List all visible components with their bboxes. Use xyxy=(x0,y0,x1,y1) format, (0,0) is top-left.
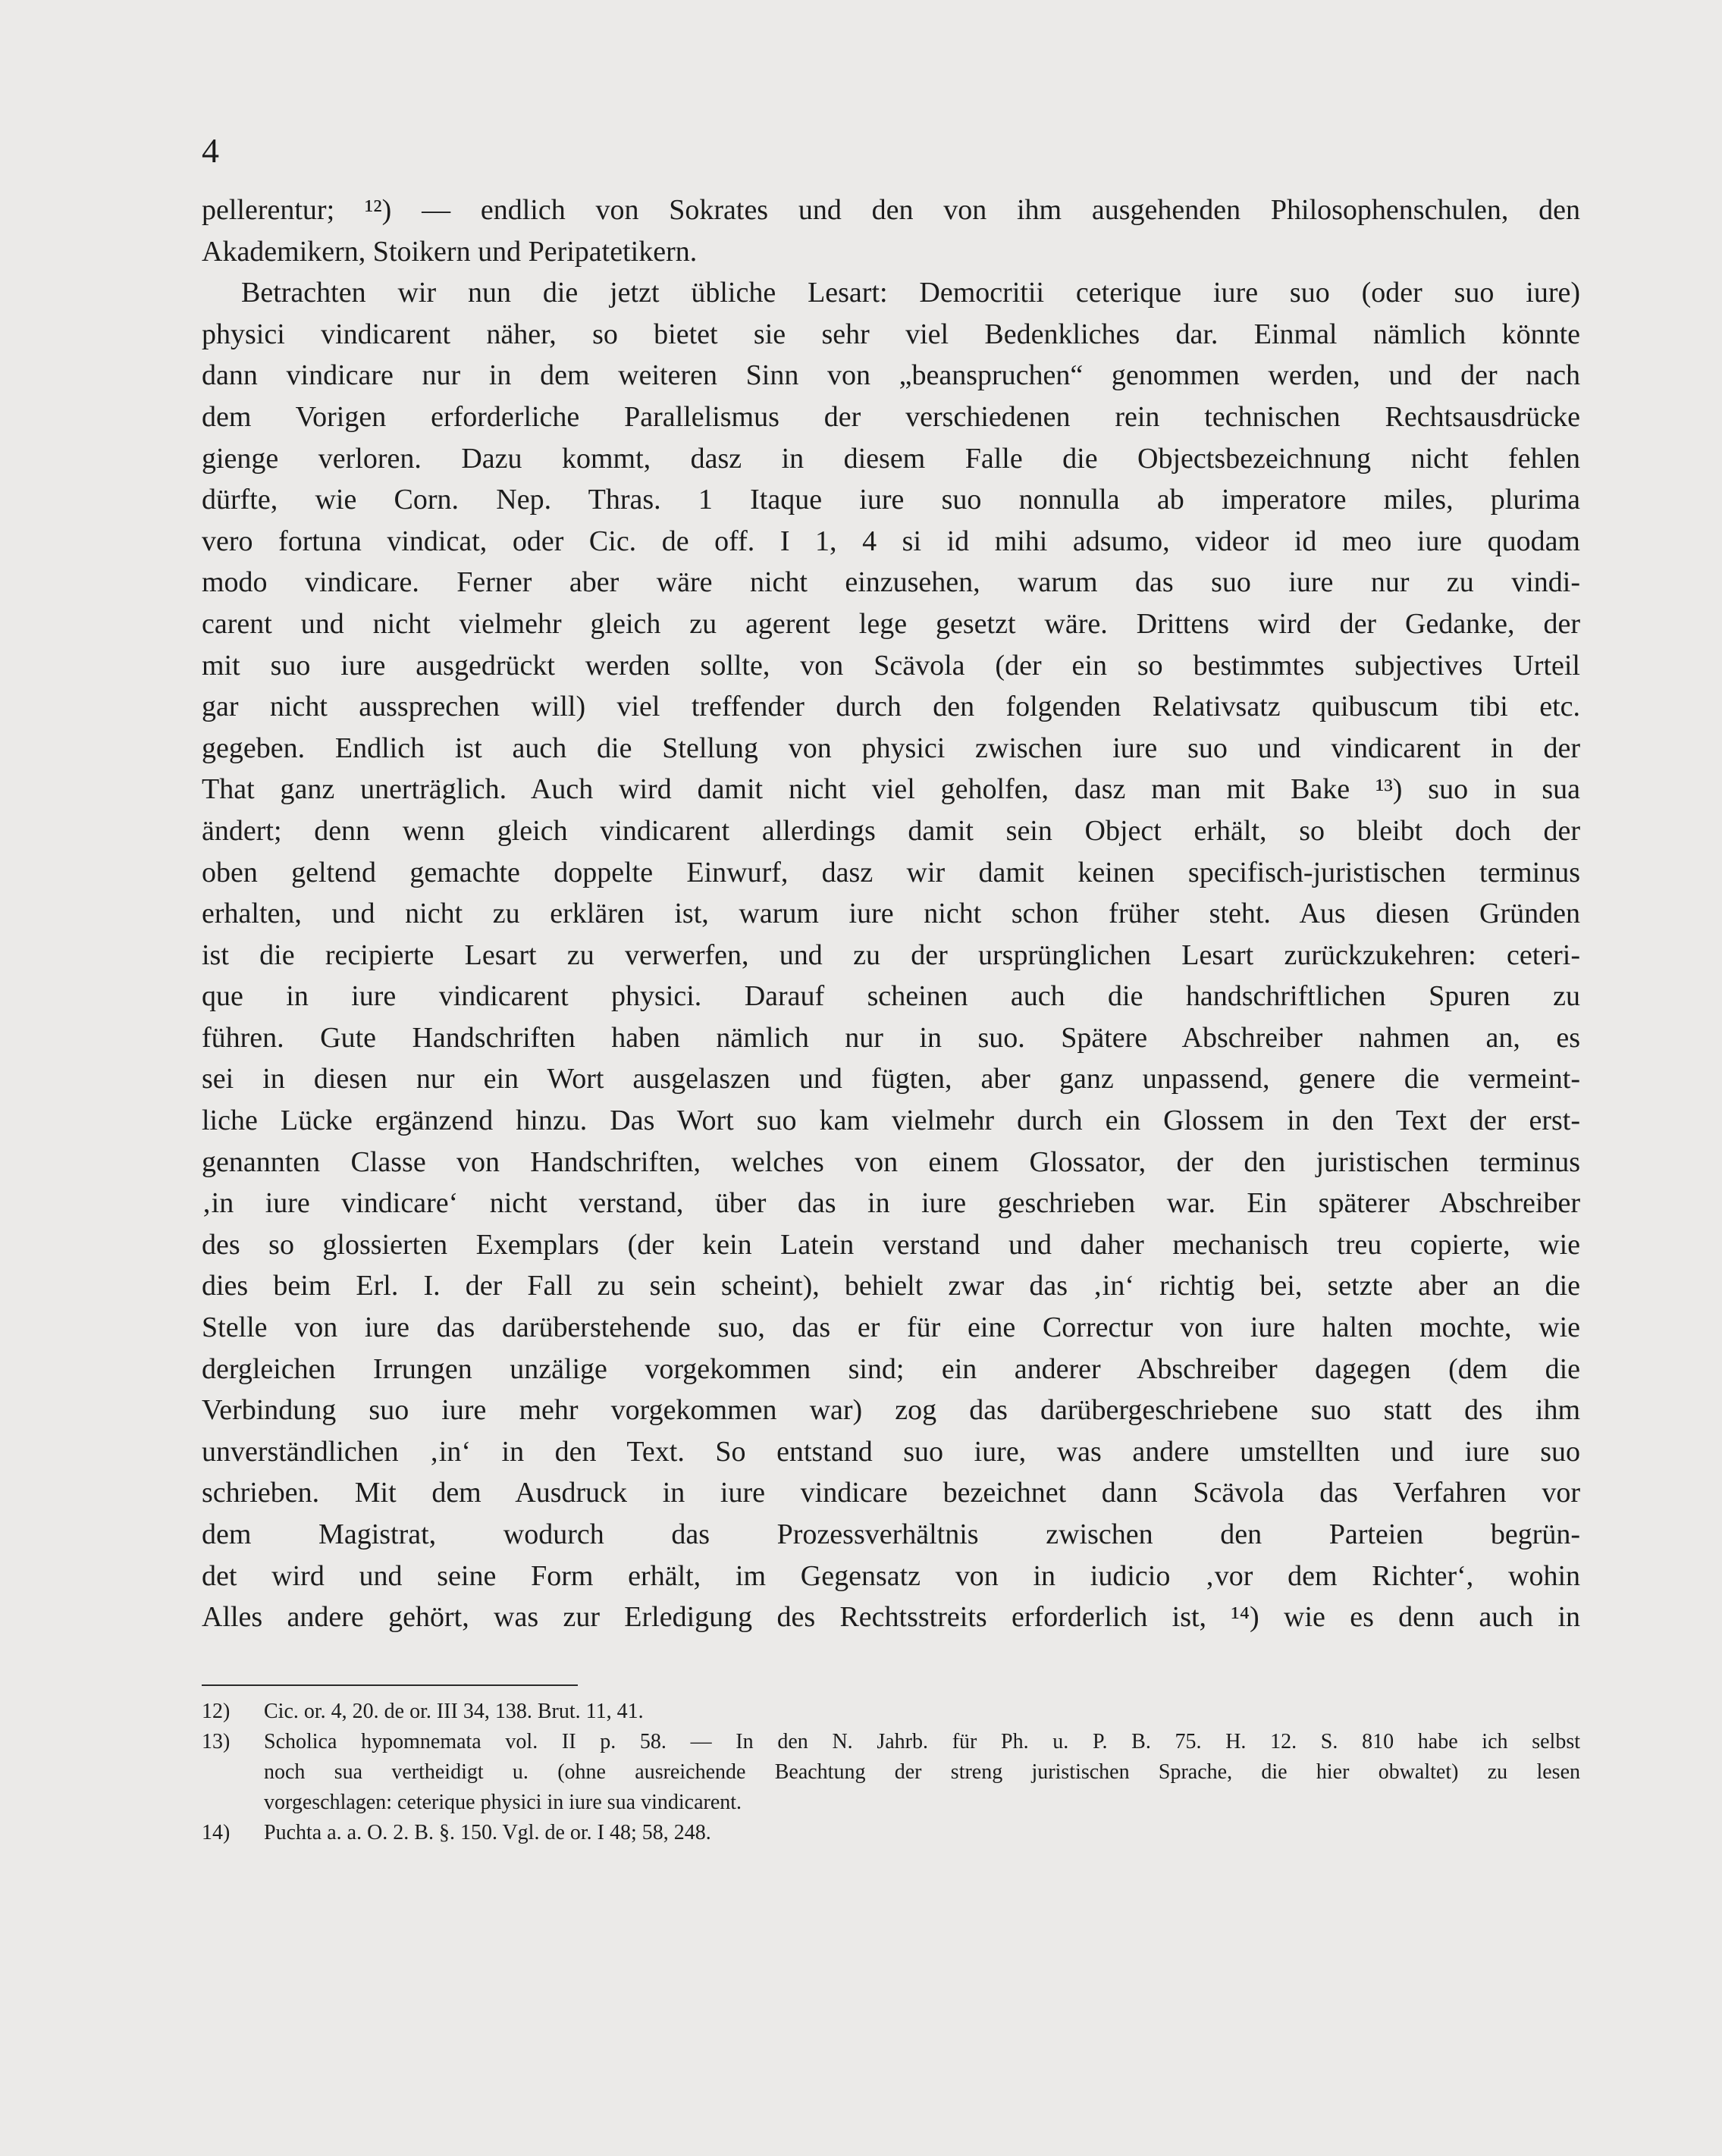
text-line: oben geltend gemachte doppelte Einwurf, dasz wir damit keinen specifisch-juristischen terminus xyxy=(202,856,1580,888)
text-line: pellerentur; ¹²) — endlich von Sokrates und den von ihm ausgehenden Philosophenschulen, den xyxy=(202,194,1580,226)
text-line: mit suo iure ausgedrückt werden sollte, von Scävola (der ein so bestimmtes subjectives Urteil xyxy=(202,649,1580,682)
text-line: sei in diesen nur ein Wort ausgelaszen und fügten, aber ganz unpassend, genere die vermeint- xyxy=(202,1063,1580,1095)
body-text xyxy=(202,190,1580,1638)
text-line: dürfte, wie Corn. Nep. Thras. 1 Itaque iure suo nonnulla ab imperatore miles, plurima xyxy=(202,484,1580,516)
text-line: gar nicht aussprechen will) viel treffender durch den folgenden Relativsatz quibuscum tibi etc. xyxy=(202,691,1580,723)
text-line: dem Magistrat, wodurch das Prozessverhältnis zwischen den Parteien begrün- xyxy=(202,1518,1580,1550)
text-line: genannten Classe von Handschriften, welches von einem Glossator, der den juristischen terminus xyxy=(202,1145,1580,1178)
footnote-divider xyxy=(202,1684,578,1686)
footnote-number: 13) xyxy=(202,1730,231,1753)
text-line: physici vindicarent näher, so bietet sie sehr viel Bedenkliches dar. Einmal nämlich könnte xyxy=(202,318,1580,350)
text-line: vero fortuna vindicat, oder Cic. de off. I 1, 4 si id mihi adsumo, videor id meo iure quodam xyxy=(202,525,1580,557)
text-line: dergleichen Irrungen unzälige vorgekommen sind; ein anderer Abschreiber dagegen (dem die xyxy=(202,1352,1580,1385)
footnote-text: Cic. or. 4, 20. de or. III 34, 138. Brut. 11, 41. xyxy=(264,1700,644,1723)
footnote-12 xyxy=(202,1697,1580,1727)
text-line: Akademikern, Stoikern und Peripatetikern. xyxy=(202,235,698,268)
text-line: ist die recipierte Lesart zu verwerfen, und zu der ursprünglichen Lesart zurückzukehren: ceteri- xyxy=(202,939,1580,971)
text-line: ‚in iure vindicare‘ nicht verstand, über das in iure geschrieben war. Ein späterer Abschreiber xyxy=(202,1187,1580,1220)
text-line: det wird und seine Form erhält, im Gegensatz von in iudicio ‚vor dem Richter‘, wohin xyxy=(202,1559,1580,1592)
text-line: gegeben. Endlich ist auch die Stellung von physici zwischen iure suo und vindicarent in der xyxy=(202,732,1580,764)
text-line: That ganz unerträglich. Auch wird damit nicht viel geholfen, dasz man mit Bake ¹³) suo in sua xyxy=(202,773,1580,806)
text-line: dann vindicare nur in dem weiteren Sinn von „beanspruchen“ genommen werden, und der nach xyxy=(202,359,1580,392)
footnotes xyxy=(202,1697,1580,1848)
text-line: schrieben. Mit dem Ausdruck in iure vindicare bezeichnet dann Scävola das Verfahren vor xyxy=(202,1477,1580,1509)
footnote-14 xyxy=(202,1818,1580,1848)
footnote-13-continued: noch sua vertheidigt u. (ohne ausreichende Beachtung der streng juristischen Sprache, die hier obwaltet) zu lesen xyxy=(264,1760,1580,1784)
text-line: führen. Gute Handschriften haben nämlich nur in suo. Spätere Abschreiber nahmen an, es xyxy=(202,1021,1580,1054)
text-line: ändert; denn wenn gleich vindicarent allerdings damit sein Object erhält, so bleibt doch der xyxy=(202,814,1580,847)
text-line: que in iure vindicarent physici. Darauf scheinen auch die handschriftlichen Spuren zu xyxy=(202,980,1580,1013)
text-line: gienge verloren. Dazu kommt, dasz in diesem Falle die Objectsbezeichnung nicht fehlen xyxy=(202,442,1580,475)
text-line: Betrachten wir nun die jetzt übliche Lesart: Democritii ceterique iure suo (oder suo iure) xyxy=(241,277,1580,309)
text-line: des so glossierten Exemplars (der kein Latein verstand und daher mechanisch treu copierte, wie xyxy=(202,1228,1580,1261)
footnote-13 xyxy=(202,1727,1580,1757)
text-line: Alles andere gehört, was zur Erledigung des Rechtsstreits erforderlich ist, ¹⁴) wie es denn auch in xyxy=(202,1601,1580,1634)
text-line: dies beim Erl. I. der Fall zu sein scheint), behielt zwar das ‚in‘ richtig bei, setzte aber an die xyxy=(202,1270,1580,1302)
page-number: 4 xyxy=(202,131,219,170)
footnote-number: 14) xyxy=(202,1821,231,1844)
footnote-text: Scholica hypomnemata vol. II p. 58. — In den N. Jahrb. für Ph. u. P. B. 75. H. 12. S. 810 habe ich selbst xyxy=(264,1730,1580,1753)
footnote-text: Puchta a. a. O. 2. B. §. 150. Vgl. de or. I 48; 58, 248. xyxy=(264,1821,711,1844)
text-line: unverständlichen ‚in‘ in den Text. So entstand suo iure, was andere umstellten und iure suo xyxy=(202,1435,1580,1468)
text-line: erhalten, und nicht zu erklären ist, warum iure nicht schon früher steht. Aus diesen Gründen xyxy=(202,898,1580,930)
text-line: modo vindicare. Ferner aber wäre nicht einzusehen, warum das suo iure nur zu vindi- xyxy=(202,566,1580,599)
text-line: Verbindung suo iure mehr vorgekommen war) zog das darübergeschriebene suo statt des ihm xyxy=(202,1394,1580,1427)
text-line: carent und nicht vielmehr gleich zu agerent lege gesetzt wäre. Drittens wird der Gedanke, der xyxy=(202,607,1580,640)
text-line: Stelle von iure das darüberstehende suo, das er für eine Correctur von iure halten mochte, wie xyxy=(202,1311,1580,1344)
footnote-number: 12) xyxy=(202,1700,231,1723)
text-line: liche Lücke ergänzend hinzu. Das Wort suo kam vielmehr durch ein Glossem in den Text der erst- xyxy=(202,1105,1580,1137)
text-line: dem Vorigen erforderliche Parallelismus der verschiedenen rein technischen Rechtsausdrücke xyxy=(202,400,1580,433)
footnote-13-continued: vorgeschlagen: ceterique physici in iure sua vindicarent. xyxy=(264,1791,742,1814)
